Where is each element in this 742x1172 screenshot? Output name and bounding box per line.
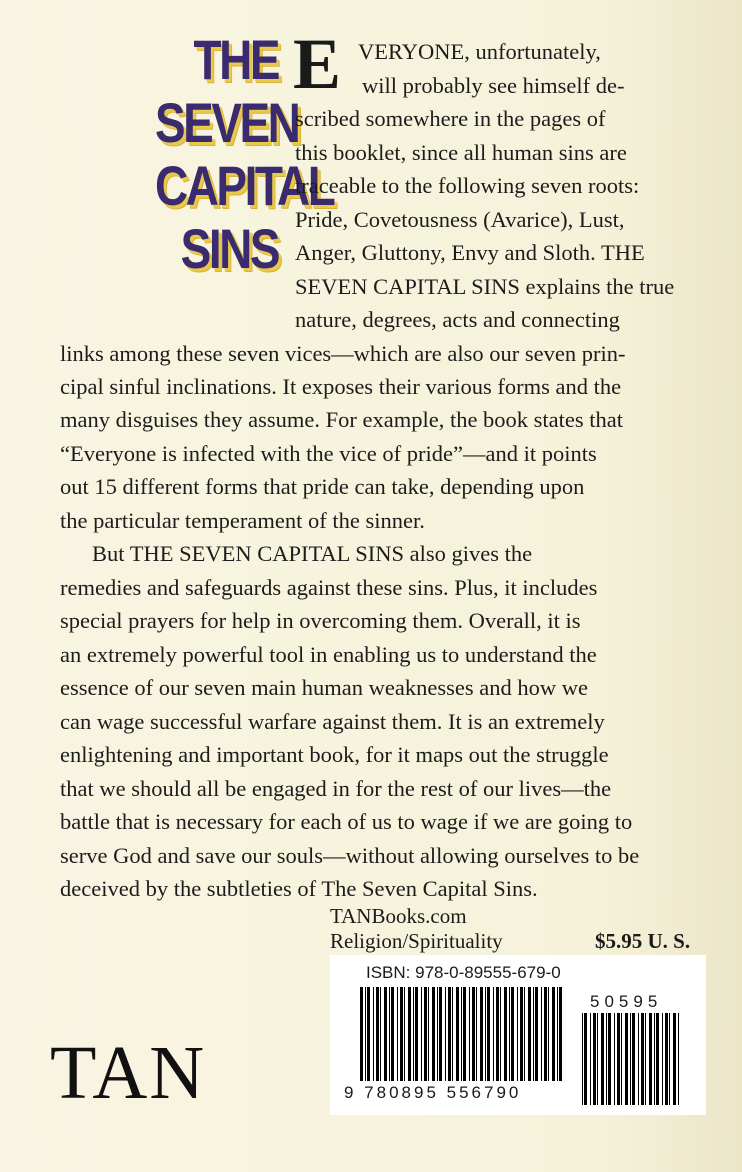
barcode-bar [509, 987, 510, 1081]
barcode-bar [389, 987, 390, 1081]
barcode-bar [485, 987, 486, 1081]
title-line: SINS [180, 217, 278, 280]
text-line: that we should all be engaged in for the rest of our lives—the [60, 776, 612, 801]
text-line: remedies and safeguards against these sins. Plus, it includes [60, 575, 598, 600]
barcode-bar [606, 1013, 607, 1105]
text-line: But THE SEVEN CAPITAL SINS also gives the [92, 541, 533, 566]
barcode-bar [669, 1013, 670, 1105]
barcode-bar [597, 1013, 598, 1105]
text-line: VERYONE, unfortunately, [358, 39, 601, 64]
barcode-bar [520, 987, 523, 1081]
barcode-bar [496, 987, 499, 1081]
barcode-bar [413, 987, 414, 1081]
barcode-bar [528, 987, 531, 1081]
text-line: links among these seven vices—which are also our seven prin- [60, 341, 626, 366]
barcode-bar [493, 987, 494, 1081]
barcode-bar [517, 987, 518, 1081]
text-line: deceived by the subtleties of The Seven Capital Sins. [60, 876, 538, 901]
barcode-bar [415, 987, 418, 1081]
text-line: Pride, Covetousness (Avarice), Lust, [295, 207, 625, 232]
barcode-bar [552, 987, 555, 1081]
barcode-bar [424, 987, 427, 1081]
barcode-bar [408, 987, 411, 1081]
text-line: scribed somewhere in the pages of [295, 106, 606, 131]
barcode [330, 955, 706, 1115]
barcode-bar [421, 987, 422, 1081]
publisher-logo: TAN [50, 1031, 207, 1115]
barcode-bar [656, 1013, 659, 1105]
footer-info [330, 904, 503, 954]
barcode-bar [630, 1013, 631, 1105]
text-line: the particular temperament of the sinner. [60, 508, 425, 533]
barcode-bar [548, 987, 549, 1081]
barcode-bar [649, 1013, 652, 1105]
barcode-bar [590, 1013, 591, 1105]
barcode-bar [445, 987, 446, 1081]
barcode-bar [360, 987, 363, 1081]
barcode-bar [404, 987, 405, 1081]
barcode-bar [384, 987, 387, 1081]
text-line: special prayers for help in overcoming them. Overall, it is [60, 608, 581, 633]
text-line: many disguises they assume. For example, the book states that [60, 407, 624, 432]
barcode-bar [365, 987, 366, 1081]
barcode-bar [511, 987, 514, 1081]
barcode-bar [625, 1013, 628, 1105]
barcode-bar [461, 987, 462, 1081]
barcode-bar [582, 1013, 583, 1105]
barcode-bar [559, 987, 562, 1081]
barcode-bar [437, 987, 438, 1081]
barcode-bar [678, 1013, 679, 1105]
barcode-bar [641, 1013, 644, 1105]
barcode-bar [632, 1013, 635, 1105]
barcode-bar [463, 987, 466, 1081]
text-line: “Everyone is infected with the vice of pride”—and it points [60, 441, 597, 466]
title-line: SEVEN [155, 91, 299, 154]
barcode-bar [584, 1013, 587, 1105]
barcode-bar [614, 1013, 615, 1105]
text-line: will probably see himself de- [362, 73, 625, 98]
text-line: traceable to the following seven roots: [295, 173, 640, 198]
barcode-bar [638, 1013, 639, 1105]
text-line: cipal sinful inclinations. It exposes their various forms and the [60, 374, 622, 399]
title-line: THE [193, 28, 278, 91]
barcode-bar [448, 987, 451, 1081]
barcode-bar [665, 1013, 668, 1105]
barcode-bar [428, 987, 429, 1081]
barcode-bar [487, 987, 490, 1081]
barcode-bar [476, 987, 477, 1081]
text-line: an extremely powerful tool in enabling us to understand the [60, 642, 597, 667]
barcode-bar [391, 987, 394, 1081]
isbn-label: ISBN: 978-0-89555-679-0 [366, 963, 561, 982]
barcode-bar [469, 987, 470, 1081]
barcode-digits: 9 780895 556790 [344, 1083, 522, 1102]
barcode-bar [500, 987, 501, 1081]
barcode-bar [376, 987, 379, 1081]
barcode-bar [533, 987, 534, 1081]
barcode-bar [432, 987, 435, 1081]
barcode-bar [601, 1013, 604, 1105]
barcode-bar [541, 987, 542, 1081]
text-line: this booklet, since all human sins are [295, 140, 627, 165]
barcode-bar [654, 1013, 655, 1105]
text-line: nature, degrees, acts and connecting [295, 307, 620, 332]
barcode-bar [544, 987, 547, 1081]
text-line: enlightening and important book, for it maps out the struggle [60, 742, 609, 767]
barcode-bar [608, 1013, 611, 1105]
barcode-bar [439, 987, 442, 1081]
text-line: battle that is necessary for each of us to wage if we are going to [60, 809, 633, 834]
drop-cap: E [293, 24, 342, 104]
barcode-bar [557, 987, 558, 1081]
text-line: essence of our seven main human weaknesses and how we [60, 675, 588, 700]
barcode-bar [645, 1013, 646, 1105]
text-line: SEVEN CAPITAL SINS explains the true [295, 274, 675, 299]
text-line: serve God and save our souls—without allowing ourselves to be [60, 843, 640, 868]
website-text: TANBooks.com [330, 904, 467, 928]
barcode-bar [373, 987, 374, 1081]
barcode-bar [621, 1013, 622, 1105]
barcode-bar [452, 987, 453, 1081]
barcode-bar [400, 987, 403, 1081]
barcode-addon-digits: 50595 [590, 992, 663, 1011]
barcode-bar [617, 1013, 620, 1105]
barcode-bar [480, 987, 483, 1081]
barcode-bar [524, 987, 525, 1081]
barcode-bar [673, 1013, 676, 1105]
text-line: can wage successful warfare against them. It is an extremely [60, 709, 605, 734]
barcode-bar [380, 987, 381, 1081]
barcode-bar [397, 987, 398, 1081]
barcode-bar [504, 987, 507, 1081]
title-line: CAPITAL [155, 154, 334, 217]
text-line: out 15 different forms that pride can take, depending upon [60, 474, 585, 499]
price-label: $5.95 U. S. [595, 929, 691, 953]
category-text: Religion/Spirituality [330, 929, 503, 953]
barcode-bar [662, 1013, 663, 1105]
text-line: Anger, Gluttony, Envy and Sloth. THE [295, 240, 645, 265]
barcode-bar [367, 987, 370, 1081]
barcode-bar [593, 1013, 596, 1105]
barcode-bar [535, 987, 538, 1081]
barcode-bar [472, 987, 475, 1081]
barcode-bar [456, 987, 459, 1081]
